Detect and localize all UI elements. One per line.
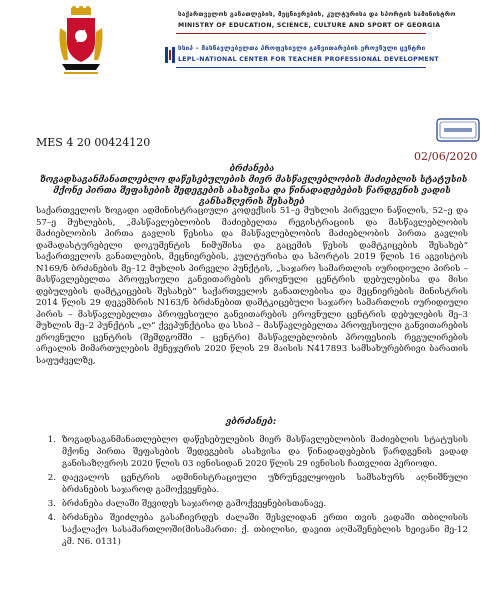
georgia-coat-of-arms-icon [58, 6, 104, 94]
item-number: 4. [47, 513, 56, 523]
list-item [38, 472, 468, 496]
preamble [36, 206, 468, 367]
title-line: მქონე პირთა შეფასების შედეგების ასახვისა და წინადადებების წარდგენის ვადის [53, 186, 451, 196]
item-number: 3. [47, 499, 56, 509]
preamble-paragraph: საქართველოს ზოგადი ადმინისტრაციული კოდექსის 51–ე მუხლის პირველი ნაწილის, 52–ე და 57–ე მუხლების, „მასწავლებლობის მაძიებელთა რეგისტრაციის და მასწავლებლობის მაძიებლობის პირთა გავლის წესისა და მასწავლებლობის მაძიებლობის პირთა გავლის დამადასტურებელი დოკუმენტის ნიმუშისა და გაცემის წესის დამტკიცების შესახებ“ საქართველოს განათლების, მეცნიერების, კულტურისა და სპორტის 2019 წლის 16 აგვისტოს N169/ნ ბრძანების მე–12 მუხლის პირველი პუნქტის, „საჯარო სამართლის იურიდიული პირის – მასწავლებელთა პროფესიული განვითარების ეროვნული ცენტრის დებულებისა და მისი დებულების დამტკიცების შესახებ“ საქართველოს განათლებისა და მეცნიერების მინისტრის 2014 წლის 29 დეკემბრის N163/ნ ბრძანებით დამტკიცებული საჯარო სამართლის იურიდიული პირის – მასწავლებელთა პროფესიული განვითარების ეროვნული ცენტრის დებულების მე–3 მუხლის მე–2 პუნქტის „ლ“ ქვეპუნქტისა და სსიპ – მასწავლებელთა პროფესიული განვითარების ეროვნული ცენტრის (შემდგომში – ცენტრი) მასწავლებლობის პროფესიის რეგულირების არეალის მიმართულების მენეჯერის 2020 წლის 29 მაისის N417893 სამსახურებრივი ბარათის საფუძველზე, [36, 206, 468, 366]
document-title [40, 164, 468, 208]
ministry-name-english: MINISTRY OF EDUCATION, SCIENCE, CULTURE AND SPORT OF GEORGIA [178, 22, 441, 29]
order-items [38, 434, 468, 550]
stamp-icon [436, 118, 480, 142]
list-item [38, 434, 468, 470]
item-text: დაევალოს ცენტრის ადმინისტრაციული უზრუნველყოფის სამსახურს აღნიშნული ბრძანების საჯაროდ გამოქვეყნება. [62, 473, 468, 495]
ministry-name-georgian: საქართველოს განათლების, მეცნიერების, კულტურისა და სპორტის სამინისტრო [178, 11, 456, 18]
center-name-english: LEPL–NATIONAL CENTER FOR TEACHER PROFESSIONAL DEVELOPMENT [178, 56, 439, 63]
title-line: ბრძანება [229, 164, 275, 174]
center-name-georgian: სსიპ – მასწავლებელთა პროფესიული განვითარების ეროვნული ცენტრი [178, 45, 426, 52]
item-text: ბრძანება შეიძლება გასაჩივრდეს ძალაში შესვლიდან ერთი თვის ვადაში თბილისის საქალაქო სასამართლოში(მისამართი: ქ. თბილისი, დავით აღმაშენებლის ხეივანი მე-12 კმ. N6. 0131) [62, 513, 468, 547]
item-number: 2. [47, 473, 56, 483]
list-item [38, 512, 468, 548]
item-text: ზოგადსაგანმანათლებლო დაწესებულების მიერ მასწავლებლობის მაძიებლის სტატუსის მქონე პირთა შეფასების შედეგების ასახვისა და წინადადებების წარდგენის ვადად განისაზღვროს 2020 წლის 03 ივნისიდან 2020 წლის 29 ივნისის ჩათვლით პერიოდი. [62, 435, 468, 469]
item-text: ბრძანება ძალაში შევიდეს საჯაროდ გამოქვეყნებისთანავე. [62, 499, 327, 509]
center-logo-icon [165, 45, 175, 65]
item-number: 1. [47, 435, 56, 445]
title-line: განსაზღვრის შესახებ [199, 197, 305, 207]
title-line: ზოგადსაგანმანათლებლო დაწესებულების მიერ მასწავლებლობის მაძიებლის სტატუსის [40, 175, 468, 185]
document-date: 02/06/2020 [414, 150, 478, 163]
list-item [38, 498, 468, 510]
letterhead [0, 0, 502, 100]
decree-heading: ვბრძანებ: [225, 417, 277, 427]
ministry-divider [176, 33, 426, 34]
center-divider [176, 67, 426, 68]
document-number: MES 4 20 00424120 [36, 136, 151, 149]
